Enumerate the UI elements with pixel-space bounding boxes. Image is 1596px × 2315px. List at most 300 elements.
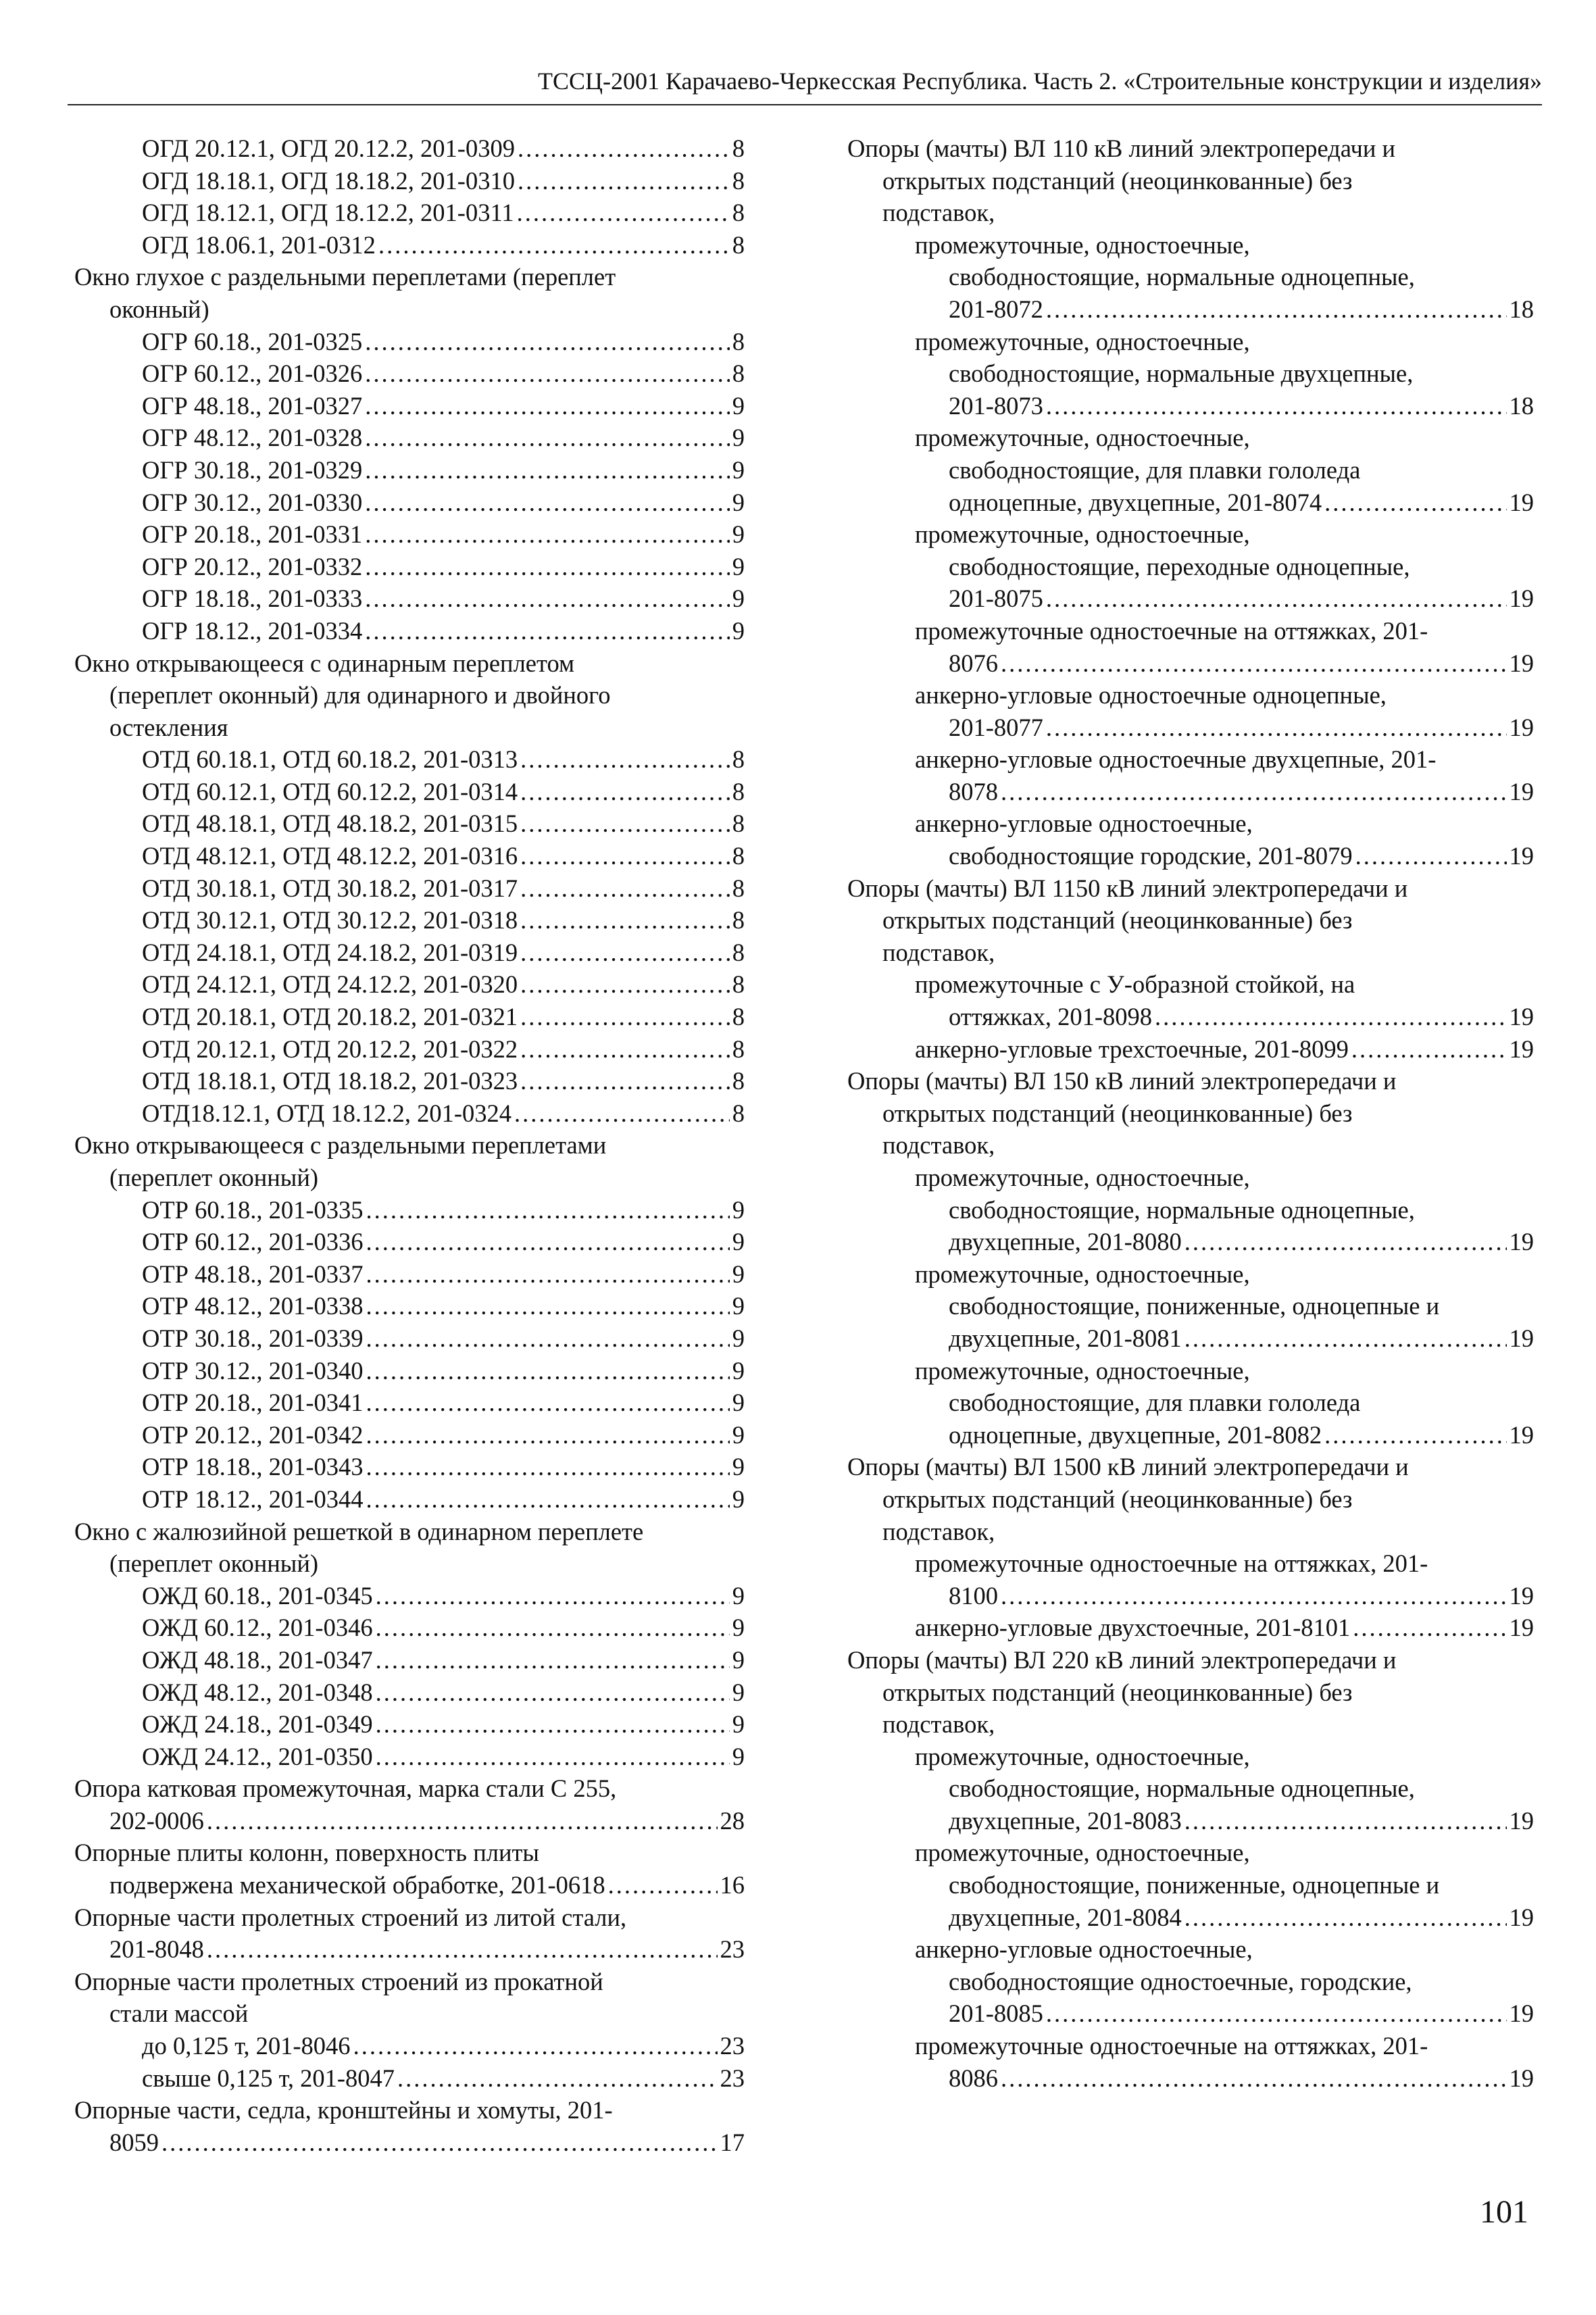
index-entry-line [847, 1033, 1534, 1066]
index-entry [74, 1901, 745, 1966]
index-entry [847, 422, 1534, 518]
index-entry-line [847, 1097, 1534, 1130]
index-entry-line [74, 357, 745, 390]
index-entry-text: одноцепные, двухцепные, 201-8074 [949, 488, 1322, 516]
index-entry-text: свободностоящие, нормальные двухцепные, [949, 359, 1414, 388]
index-entry [74, 518, 745, 551]
index-entry-text: Окно открывающееся с одинарным переплетом [74, 649, 575, 677]
index-entry-line [74, 1290, 745, 1322]
index-entry-line [847, 1387, 1534, 1419]
index-entry-line [74, 743, 745, 776]
index-entry-page-ref: 19 [1509, 1581, 1534, 1610]
index-entry-line [847, 712, 1534, 744]
index-entry-page-ref: 8 [732, 777, 745, 805]
index-entry-text: ОГР 48.12., 201-0328 [142, 424, 363, 452]
index-entry-line [847, 518, 1534, 551]
index-entry [847, 518, 1534, 615]
index-entry-line [847, 2030, 1534, 2062]
dot-leader [365, 326, 729, 358]
index-entry-page-ref: 8 [732, 359, 745, 388]
dot-leader [207, 1805, 718, 1837]
index-entry-page-ref: 9 [732, 391, 745, 420]
index-entry-line [847, 1644, 1534, 1676]
index-entry-text: анкерно-угловые одностоечные двухцепные, 201- [915, 745, 1437, 774]
index-entry-line [74, 197, 745, 229]
index-entry [74, 1451, 745, 1483]
dot-leader [207, 1933, 718, 1966]
index-entry-line [74, 1162, 745, 1194]
index-entry [847, 615, 1534, 679]
index-entry-text: свободностоящие одностоечные, городские, [949, 1967, 1412, 1995]
index-entry [847, 1547, 1534, 1612]
index-entry-page-ref: 9 [732, 1742, 745, 1770]
dot-leader [1184, 1322, 1507, 1355]
index-entry [847, 1451, 1534, 1547]
index-entry-text: ОГР 18.18., 201-0333 [142, 584, 363, 613]
index-entry-text: Опорные части, седла, кронштейны и хомуты, 201- [74, 2096, 613, 2124]
index-entry-text: промежуточные, одностоечные, [915, 1164, 1250, 1191]
index-entry-line [847, 132, 1534, 165]
index-entry-page-ref: 16 [720, 1871, 745, 1899]
index-entry-line [847, 1997, 1534, 2030]
index-entry-text: Окно с жалюзийной решеткой в одинарном переплете [74, 1517, 644, 1545]
index-entry-page-ref: 8 [732, 134, 745, 162]
index-entry-page-ref: 9 [732, 1614, 745, 1642]
index-entry-text: ОТД 20.12.1, ОТД 20.12.2, 201-0322 [142, 1035, 518, 1063]
index-entry-text: промежуточные одностоечные на оттяжках, 201- [915, 616, 1428, 645]
index-entry-line [74, 1901, 745, 1934]
index-entry-text: Опорные части пролетных строений из прокатной [74, 1967, 603, 1995]
index-entry-text: (переплет оконный) [109, 1164, 319, 1191]
index-entry-text: (переплет оконный) [109, 1549, 319, 1578]
index-entry-text: 8100 [949, 1581, 998, 1610]
index-entry [74, 1387, 745, 1419]
dot-leader [366, 1483, 729, 1516]
index-entry-line [74, 390, 745, 422]
index-entry-text: свободностоящие городские, 201-8079 [949, 842, 1353, 870]
index-entry [74, 422, 745, 454]
index-entry-text: 201-8085 [949, 1999, 1043, 2028]
index-entry-line [847, 776, 1534, 808]
index-entry-line [847, 326, 1534, 358]
index-entry-line [74, 840, 745, 872]
index-entry-line [847, 1355, 1534, 1387]
index-entry-page-ref: 23 [720, 1935, 745, 1964]
index-entry-text: свободностоящие, нормальные одноцепные, [949, 1195, 1415, 1224]
index-entry-text: ОТР 18.12., 201-0344 [142, 1485, 364, 1513]
index-entry-line [74, 1322, 745, 1355]
index-entry-text: двухцепные, 201-8084 [949, 1903, 1182, 1931]
dot-leader [376, 1644, 730, 1676]
page-number: 101 [1480, 2194, 1528, 2230]
index-entry-text: ОГР 18.12., 201-0334 [142, 616, 363, 645]
dot-leader [1001, 776, 1507, 808]
dot-leader [520, 968, 730, 1001]
index-entry-text: подставок, [882, 1710, 995, 1739]
index-entry-text: Опоры (мачты) ВЛ 220 кВ линий электропередачи и [847, 1645, 1397, 1674]
dot-leader [520, 776, 730, 808]
index-entry-text: 8078 [949, 777, 998, 805]
index-entry-line [847, 1226, 1534, 1258]
dot-leader [1353, 1612, 1506, 1644]
index-entry-page-ref: 9 [732, 1678, 745, 1706]
index-entry [847, 1065, 1534, 1162]
index-entry-page-ref: 8 [732, 745, 745, 774]
dot-leader [365, 454, 729, 487]
index-entry-text: ОЖД 60.12., 201-0346 [142, 1614, 373, 1642]
index-entry-page-ref: 9 [732, 1581, 745, 1610]
index-entry-line [74, 2094, 745, 2126]
index-entry-line [847, 1741, 1534, 1773]
index-entry-text: ОГД 18.12.1, ОГД 18.12.2, 201-0311 [142, 199, 514, 227]
index-entry-text: ОТР 60.12., 201-0336 [142, 1228, 364, 1256]
dot-leader [520, 807, 730, 840]
dot-leader [376, 1708, 730, 1741]
dot-leader [365, 390, 729, 422]
index-entry-page-ref: 9 [732, 1710, 745, 1739]
dot-leader [520, 840, 730, 872]
index-entry-line [847, 2062, 1534, 2095]
index-entry-line [74, 1451, 745, 1483]
index-entry-text: ОЖД 24.12., 201-0350 [142, 1742, 373, 1770]
index-entry-page-ref: 9 [732, 1420, 745, 1449]
index-entry-line [847, 422, 1534, 454]
index-entry-line [847, 1065, 1534, 1097]
index-entry [74, 1837, 745, 1901]
index-column-right [847, 132, 1534, 2094]
index-entry-page-ref: 9 [732, 424, 745, 452]
index-entry-page-ref: 19 [1509, 488, 1534, 516]
index-entry [74, 165, 745, 197]
index-entry-text: до 0,125 т, 201-8046 [142, 2032, 351, 2060]
index-entry-text: ОТР 30.18., 201-0339 [142, 1324, 364, 1352]
dot-leader [1001, 2062, 1507, 2095]
index-entry-text: подставок, [882, 1517, 995, 1545]
index-entry-page-ref: 9 [732, 1292, 745, 1320]
index-entry-line [74, 1355, 745, 1387]
dot-leader [365, 357, 729, 390]
index-entry-text: оконный) [109, 295, 209, 323]
index-entry-line [74, 551, 745, 583]
index-entry-line [847, 1869, 1534, 1901]
index-entry-page-ref: 8 [732, 938, 745, 966]
index-entry [74, 968, 745, 1001]
dot-leader [353, 2030, 718, 2062]
index-entry-line [847, 937, 1534, 969]
index-entry-line [847, 1162, 1534, 1194]
index-entry-text: двухцепные, 201-8083 [949, 1806, 1182, 1835]
index-entry [74, 1516, 745, 1580]
index-entry-page-ref: 8 [732, 842, 745, 870]
index-entry [74, 1355, 745, 1387]
index-entry-page-ref: 9 [732, 1260, 745, 1288]
index-entry-line [74, 487, 745, 519]
index-entry-text: свободностоящие, пониженные, одноцепные и [949, 1871, 1440, 1899]
index-entry-text: промежуточные с У-образной стойкой, на [915, 970, 1355, 999]
index-entry-text: анкерно-угловые двухстоечные, 201-8101 [915, 1614, 1351, 1642]
index-entry-line [74, 229, 745, 262]
index-entry-page-ref: 9 [732, 1195, 745, 1224]
index-entry-page-ref: 19 [1509, 1420, 1534, 1449]
index-entry-text: подставок, [882, 199, 995, 227]
index-entry-text: открытых подстанций (неоцинкованные) без [882, 1485, 1353, 1513]
index-entry-line [74, 1644, 745, 1676]
index-entry-text: Окно глухое с раздельными переплетами (переплет [74, 263, 616, 291]
index-entry-line [74, 647, 745, 680]
index-entry [847, 1837, 1534, 1933]
dot-leader [366, 1419, 729, 1451]
index-entry-line [74, 1033, 745, 1066]
index-entry [847, 1612, 1534, 1644]
dot-leader [520, 872, 730, 905]
index-entry-page-ref: 19 [1509, 1035, 1534, 1063]
dot-leader [517, 197, 730, 229]
index-entry-text: двухцепные, 201-8081 [949, 1324, 1182, 1352]
index-entry-line [74, 904, 745, 937]
index-entry-text: ОТД 24.18.1, ОТД 24.18.2, 201-0319 [142, 938, 518, 966]
index-entry-page-ref: 19 [1509, 1614, 1534, 1642]
index-entry-text: свободностоящие, для плавки гололеда [949, 455, 1361, 484]
dot-leader [520, 1033, 730, 1066]
index-entry-text: свободностоящие, пониженные, одноцепные и [949, 1292, 1440, 1320]
index-entry-text: одноцепные, двухцепные, 201-8082 [949, 1420, 1322, 1449]
index-entry-line [74, 293, 745, 326]
index-entry-page-ref: 8 [732, 230, 745, 259]
index-entry-text: промежуточные, одностоечные, [915, 1260, 1250, 1288]
index-entry-line [847, 1516, 1534, 1548]
index-entry-line [74, 1483, 745, 1516]
index-entry [74, 1194, 745, 1226]
index-entry-page-ref: 8 [732, 810, 745, 838]
index-entry-text: ОГР 20.12., 201-0332 [142, 552, 363, 580]
index-entry-text: ОТД 48.18.1, ОТД 48.18.2, 201-0315 [142, 810, 518, 838]
index-entry-page-ref: 19 [1509, 1003, 1534, 1031]
index-entry-text: стали массой [109, 1999, 249, 2028]
index-entry-text: свободностоящие, нормальные одноцепные, [949, 1774, 1415, 1803]
index-entry-text: промежуточные, одностоечные, [915, 1742, 1250, 1770]
index-entry-text: 8076 [949, 649, 998, 677]
index-entry [847, 679, 1534, 743]
index-entry-page-ref: 18 [1509, 295, 1534, 323]
index-entry [74, 1322, 745, 1355]
dot-leader [1184, 1805, 1507, 1837]
index-entry-page-ref: 9 [732, 520, 745, 549]
index-entry-line [847, 647, 1534, 680]
dot-leader [366, 1290, 729, 1322]
index-entry-page-ref: 9 [732, 552, 745, 580]
index-entry [74, 1419, 745, 1451]
index-entry-text: ОТД 20.18.1, ОТД 20.18.2, 201-0321 [142, 1003, 518, 1031]
index-entry-page-ref: 8 [732, 199, 745, 227]
index-entry-line [847, 293, 1534, 326]
index-entry [847, 968, 1534, 1032]
index-entry-line [847, 1547, 1534, 1580]
index-entry-text: ОТД 24.12.1, ОТД 24.12.2, 201-0320 [142, 970, 518, 999]
index-entry-text: 201-8073 [949, 391, 1043, 420]
index-entry-text: ОТД18.12.1, ОТД 18.12.2, 201-0324 [142, 1099, 512, 1127]
index-entry-line [74, 776, 745, 808]
index-entry-text: промежуточные, одностоечные, [915, 230, 1250, 259]
index-entry-page-ref: 9 [732, 584, 745, 613]
index-entry-line [847, 1676, 1534, 1709]
index-entry-line [847, 1001, 1534, 1033]
index-entry-line [847, 1708, 1534, 1741]
index-entry-line [74, 1612, 745, 1644]
index-entry-text: промежуточные, одностоечные, [915, 1356, 1250, 1385]
index-entry-line [847, 840, 1534, 872]
index-entry-line [74, 937, 745, 969]
index-entry-line [847, 1129, 1534, 1162]
index-entry [847, 1355, 1534, 1451]
index-entry [847, 1162, 1534, 1258]
index-entry-text: ОГД 18.18.1, ОГД 18.18.2, 201-0310 [142, 166, 515, 195]
index-entry-line [74, 1741, 745, 1773]
dot-leader [1184, 1226, 1507, 1258]
index-entry-line [74, 1001, 745, 1033]
index-entry-text: промежуточные, одностоечные, [915, 1839, 1250, 1867]
index-entry-text: 8059 [109, 2128, 159, 2156]
index-entry [74, 197, 745, 229]
index-entry-text: 201-8048 [109, 1935, 204, 1964]
index-entry-line [847, 615, 1534, 647]
dot-leader [1355, 840, 1507, 872]
index-entry-text: ОГР 60.12., 201-0326 [142, 359, 363, 388]
index-entry [74, 1226, 745, 1258]
index-entry-line [74, 1580, 745, 1612]
dot-leader [1324, 487, 1506, 519]
index-entry-line [74, 1387, 745, 1419]
index-entry-line [74, 712, 745, 744]
index-entry-page-ref: 17 [720, 2128, 745, 2156]
index-entry-page-ref: 9 [732, 1356, 745, 1385]
index-entry [74, 390, 745, 422]
index-entry-line [74, 1097, 745, 1130]
index-entry-text: анкерно-угловые одностоечные, [915, 810, 1253, 838]
index-entry-text: открытых подстанций (неоцинкованные) без [882, 1099, 1353, 1127]
index-entry-text: свободностоящие, нормальные одноцепные, [949, 263, 1415, 291]
index-entry-page-ref: 19 [1509, 713, 1534, 741]
dot-leader [376, 1580, 730, 1612]
index-entry-line [74, 1837, 745, 1869]
index-entry-text: ОТР 48.18., 201-0337 [142, 1260, 364, 1288]
index-entry-line [847, 904, 1534, 937]
dot-leader [376, 1741, 730, 1773]
index-entry-line [847, 357, 1534, 390]
index-entry-text: ОТД 60.18.1, ОТД 60.18.2, 201-0313 [142, 745, 518, 774]
index-entry-line [74, 165, 745, 197]
index-entry [74, 229, 745, 262]
index-entry [847, 132, 1534, 229]
index-entry-line [74, 1966, 745, 1998]
dot-leader [365, 551, 729, 583]
index-entry [74, 551, 745, 583]
index-entry-text: промежуточные, одностоечные, [915, 520, 1250, 549]
index-entry-page-ref: 8 [732, 1035, 745, 1063]
index-entry-line [74, 968, 745, 1001]
index-entry [74, 1065, 745, 1097]
index-entry-page-ref: 19 [1509, 842, 1534, 870]
index-entry-line [74, 2030, 745, 2062]
index-entry-text: свободностоящие, переходные одноцепные, [949, 552, 1410, 580]
index-entry-page-ref: 19 [1509, 1806, 1534, 1835]
header-rule [68, 104, 1542, 105]
index-entry [74, 454, 745, 487]
index-entry-line [74, 1516, 745, 1548]
index-entry [74, 1097, 745, 1130]
index-entry-text: анкерно-угловые одностоечные одноцепные, [915, 681, 1387, 710]
index-entry-page-ref: 9 [732, 1485, 745, 1513]
index-entry-text: ОГР 48.18., 201-0327 [142, 391, 363, 420]
index-entry-line [74, 872, 745, 905]
index-entry-text: ОЖД 60.18., 201-0345 [142, 1581, 373, 1610]
index-entry-page-ref: 8 [732, 970, 745, 999]
index-entry-text: ОТР 20.12., 201-0342 [142, 1420, 364, 1449]
dot-leader [365, 487, 729, 519]
index-entry-text: Опоры (мачты) ВЛ 150 кВ линий электропередачи и [847, 1067, 1397, 1095]
index-entry [74, 840, 745, 872]
dot-leader [1184, 1901, 1507, 1934]
index-entry [74, 1708, 745, 1741]
index-entry-line [74, 1805, 745, 1837]
index-entry [74, 807, 745, 840]
dot-leader [1351, 1033, 1507, 1066]
dot-leader [161, 2126, 718, 2159]
index-entry [74, 647, 745, 744]
dot-leader [365, 582, 729, 615]
index-entry [847, 872, 1534, 969]
index-entry [74, 615, 745, 647]
index-entry-line [847, 1837, 1534, 1869]
index-entry-line [74, 679, 745, 712]
dot-leader [520, 904, 730, 937]
index-entry-line [74, 582, 745, 615]
index-entry [74, 1580, 745, 1612]
index-entry-page-ref: 19 [1509, 649, 1534, 677]
index-entry [74, 1676, 745, 1709]
index-entry-text: Опора катковая промежуточная, марка стали С 255, [74, 1774, 617, 1803]
index-entry-line [74, 1676, 745, 1709]
index-entry-line [74, 326, 745, 358]
index-entry-page-ref: 9 [732, 488, 745, 516]
dot-leader [514, 1097, 730, 1130]
index-entry-line [847, 1933, 1534, 1966]
index-entry-line [847, 1322, 1534, 1355]
index-entry-text: промежуточные, одностоечные, [915, 424, 1250, 452]
index-entry [847, 326, 1534, 422]
index-entry-page-ref: 19 [1509, 1228, 1534, 1256]
index-entry-page-ref: 9 [732, 616, 745, 645]
index-entry-page-ref: 9 [732, 1228, 745, 1256]
index-entry-line [847, 743, 1534, 776]
index-entry-page-ref: 9 [732, 1453, 745, 1481]
dot-leader [518, 132, 730, 165]
index-entry-text: анкерно-угловые трехстоечные, 201-8099 [915, 1035, 1349, 1063]
index-entry-line [847, 872, 1534, 905]
dot-leader [1001, 647, 1507, 680]
index-entry [847, 1033, 1534, 1066]
index-entry-line [847, 390, 1534, 422]
index-entry [74, 1001, 745, 1033]
index-entry-line [74, 1129, 745, 1162]
index-entry-line [847, 1258, 1534, 1291]
index-entry-text: ОТР 20.18., 201-0341 [142, 1389, 364, 1417]
index-entry-line [847, 197, 1534, 229]
index-entry-text: 202-0006 [109, 1806, 204, 1835]
index-entry [74, 1644, 745, 1676]
running-header: ТССЦ-2001 Карачаево-Черкесская Республика. Часть 2. «Строительные конструкции и изделия» [538, 68, 1542, 95]
dot-leader [397, 2062, 717, 2095]
dot-leader [1046, 1997, 1507, 2030]
